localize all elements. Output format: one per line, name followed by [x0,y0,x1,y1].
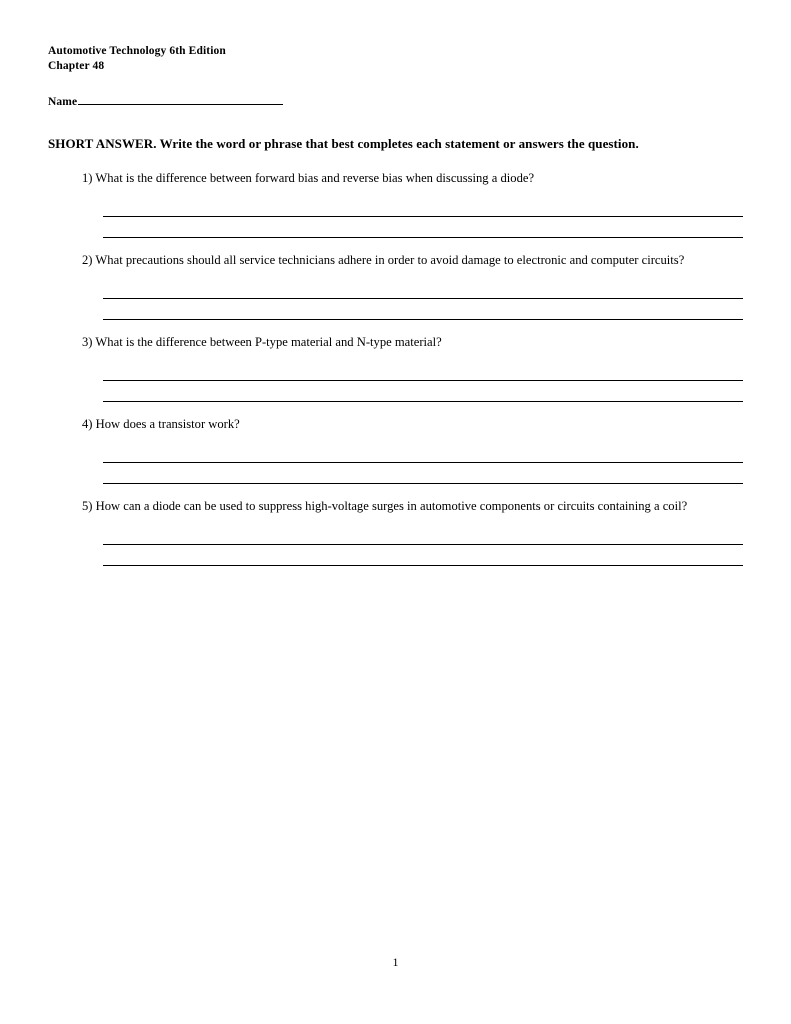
answer-line[interactable] [103,524,743,545]
question-body: What is the difference between forward bias and reverse bias when discussing a diode? [95,171,535,185]
answer-line[interactable] [103,442,743,463]
question-number: 1) [82,171,93,185]
page-number: 1 [392,955,399,969]
question-item [48,252,743,320]
question-number: 4) [82,417,93,431]
name-field-row [48,94,743,108]
section-instruction: SHORT ANSWER. Write the word or phrase that best completes each statement or answers the question. [48,136,639,151]
question-body: How does a transistor work? [95,417,240,431]
book-title: Automotive Technology 6th Edition [48,45,226,57]
name-label: Name [48,96,78,108]
answer-lines[interactable] [103,442,743,484]
question-text [48,416,743,433]
name-input-rule[interactable] [78,94,283,105]
answer-line[interactable] [103,196,743,217]
answer-lines[interactable] [103,278,743,320]
document-content [48,44,743,580]
question-body: How can a diode can be used to suppress high-voltage surges in automotive components or circuits containing a coil? [95,499,688,513]
question-list [48,170,743,566]
question-text [48,498,743,515]
page-footer [0,955,791,970]
answer-line[interactable] [103,360,743,381]
question-body: What precautions should all service technicians adhere in order to avoid damage to electronic and computer circuits? [95,253,685,267]
question-item [48,334,743,402]
document-header [48,44,743,74]
question-number: 3) [82,335,93,349]
answer-line[interactable] [103,217,743,238]
answer-line[interactable] [103,545,743,566]
question-item [48,416,743,484]
answer-line[interactable] [103,299,743,320]
answer-lines[interactable] [103,524,743,566]
question-text [48,334,743,351]
answer-lines[interactable] [103,196,743,238]
question-text [48,170,743,187]
answer-line[interactable] [103,463,743,484]
question-number: 2) [82,253,93,267]
chapter-title: Chapter 48 [48,60,105,72]
question-text [48,252,743,269]
question-number: 5) [82,499,93,513]
answer-line[interactable] [103,381,743,402]
question-body: What is the difference between P-type material and N-type material? [95,335,442,349]
answer-line[interactable] [103,278,743,299]
question-item [48,170,743,238]
answer-lines[interactable] [103,360,743,402]
question-item [48,498,743,566]
